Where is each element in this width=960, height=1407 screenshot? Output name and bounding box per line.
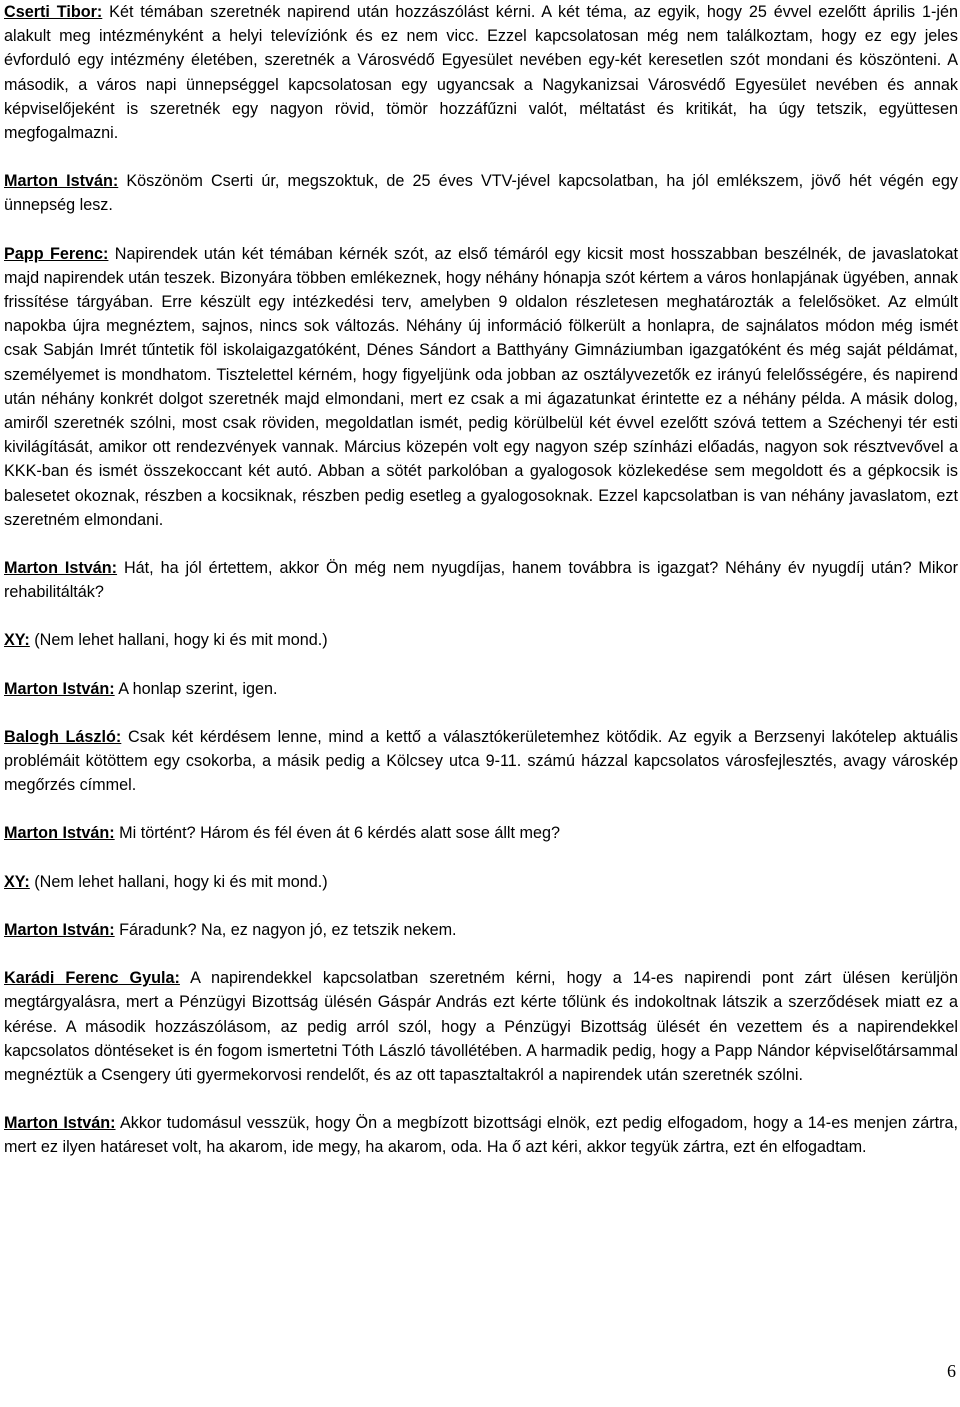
speaker-name: Marton István: <box>4 920 115 939</box>
speech-paragraph <box>4 725 958 798</box>
speaker-name: Marton István: <box>4 1114 116 1133</box>
speech-paragraph <box>4 918 958 942</box>
speech-paragraph <box>4 1111 958 1159</box>
speech-paragraph <box>4 556 958 604</box>
speech-paragraph <box>4 242 958 532</box>
speaker-name: Balogh László: <box>4 727 122 746</box>
speaker-name: Marton István: <box>4 172 119 191</box>
speech-text: Köszönöm Cserti úr, megszoktuk, de 25 éves VTV-jével kapcsolatban, ha jól emlékszem, jövő hét végén egy ünnepség lesz. <box>4 172 958 215</box>
speaker-name: Marton István: <box>4 679 115 698</box>
speech-paragraph <box>4 821 958 845</box>
speech-paragraph <box>4 628 958 652</box>
speaker-name: Cserti Tibor: <box>4 3 103 21</box>
speech-paragraph <box>4 870 958 894</box>
page-number: 6 <box>947 1361 956 1381</box>
speech-paragraph <box>4 0 958 145</box>
speech-text: Mi történt? Három és fél éven át 6 kérdés alatt sose állt meg? <box>114 824 561 843</box>
speech-paragraph <box>4 677 958 701</box>
document-page <box>4 0 958 1184</box>
speech-text: Fáradunk? Na, ez nagyon jó, ez tetszik nekem. <box>114 920 457 939</box>
speaker-name: Papp Ferenc: <box>4 244 109 263</box>
speech-text: Két témában szeretnék napirend után hozzászólást kérni. A két téma, az egyik, hogy 25 évvel ezelőtt április 1-jén alakult meg intézményként a helyi televíziónk és ez nem vicc. Ezzel kapcsolatosan még nem találkoztam, hogy ez egy jeles évforduló egy intézmény életében, szeretnék a Városvédő Egyesület nevében egy-két keresetlen szót mondani és köszönteni. A második, a város napi ünnepséggel kapcsolatosan egy ugyancsak a Nagykanizsai Városvédő Egyesület nevében és annak képviselőjeként is szeretnék egy nagyon rövid, tömör hozzáfűzni valót, méltatást és kritikát, ha úgy tetszik, együttesen megfogalmazni. <box>4 3 958 143</box>
speech-text: A napirendekkel kapcsolatban szeretném kérni, hogy a 14-es napirendi pont zárt ülésen kerüljön megtárgyalásra, mert a Pénzügyi Bizottság ülésén Gáspár András ezt kérte tőlünk és indokoltnak látszik a szerződések miatt ez a kérése. A második hozzászólásom, az pedig arról szól, hogy a Pénzügyi Bizottság ülését én vezettem és a napirendekkel kapcsolatos döntéseket is én fogom ismertetni Tóth László távollétében. A harmadik pedig, hogy a Papp Nándor képviselőtársammal megnéztük a Csengery úti gyermekorvosi rendelőt, és az ott tapasztaltakról a napirendek után szeretnék szólni. <box>4 969 958 1084</box>
speech-text: Csak két kérdésem lenne, mind a kettő a választókerületemhez kötődik. Az egyik a Berzsenyi lakótelep aktuális problémáit kötöttem egy csokorba, a másik pedig a Kölcsey utca 9-11. számú házzal kapcsolatos városfejlesztés, avagy városkép megőrzés címmel. <box>4 727 958 795</box>
speech-text: A honlap szerint, igen. <box>114 679 278 698</box>
speech-text: Hát, ha jól értettem, akkor Ön még nem nyugdíjas, hanem továbbra is igazgat? Néhány év nyugdíj után? Mikor rehabilitálták? <box>4 559 958 602</box>
speaker-name: Karádi Ferenc Gyula: <box>4 969 180 988</box>
speech-text: Napirendek után két témában kérnék szót, az első témáról egy kicsit most hosszabban beszélnék, de javaslatokat majd napirendek után teszek. Bizonyára többen emlékeznek, hogy néhány hónapja szót kértem a város honlapjának ügyében, annak frissítése tárgyában. Erre készült egy intézkedési terv, amelyben 9 oldalon részletesen meghatározták a felelősöket. Az elmúlt napokba újra megnéztem, sajnos, nincs sok változás. Néhány új információ fölkerült a honlapra, de sajnálatos módon még ismét csak Sabján Imrét tűntetik föl iskolaigazgatóként, Dénes Sándort a Batthyány Gimnáziumban igazgatóként és még saját példámat, személyemet is mondhatom. Tisztelettel kérném, hogy figyeljünk oda jobban az osztályvezetők ez irányú felelősségére, és napirend után néhány konkrét dolgot szeretnék majd elmondani, mert ez csak a mi ágazatunkat érintette ez a néhány példa. A másik dolog, amiről szeretnék szólni, most csak röviden, megoldatlan ismét, pedig körülbelül két évvel ezelőtt szóvá tettem a Széchenyi tér esti kivilágítását, amikor ott rendezvények vannak. Március közepén volt egy nagyon szép színházi előadás, nagyon sok résztvevővel a KKK-ban és ismét összekoccant két autó. Abban a sötét parkolóban a gyalogosok közlekedése sem megoldott és a gépkocsik is balesetet okoznak, részben a kocsiknak, részben pedig esetleg a gyalogosoknak. Ezzel kapcsolatban is van néhány javaslatom, ezt szeretném elmondani. <box>4 244 958 529</box>
speaker-name: XY: <box>4 631 30 650</box>
speaker-name: Marton István: <box>4 824 115 843</box>
speech-text: (Nem lehet hallani, hogy ki és mit mond.) <box>29 872 328 891</box>
speech-text: Akkor tudomásul vesszük, hogy Ön a megbízott bizottsági elnök, ezt pedig elfogadom, hogy a 14-es menjen zártra, mert ez ilyen határeset volt, ha akarom, ide megy, ha akarom, oda. Ha ő azt kéri, akkor tegyük zártra, ezt én elfogadtam. <box>4 1114 958 1157</box>
speech-paragraph <box>4 169 958 217</box>
speaker-name: Marton István: <box>4 559 118 578</box>
speech-text: (Nem lehet hallani, hogy ki és mit mond.) <box>29 631 328 650</box>
speaker-name: XY: <box>4 872 30 891</box>
speech-paragraph <box>4 966 958 1087</box>
